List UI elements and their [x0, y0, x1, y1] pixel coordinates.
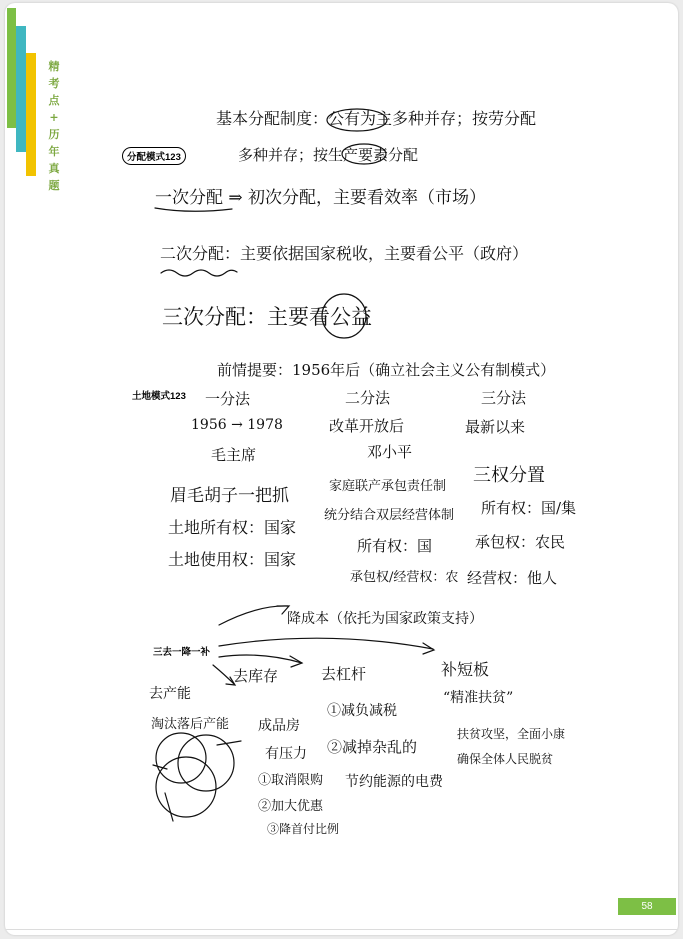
note-background: 前情提要：1956年后（确立社会主义公有制模式） [217, 361, 556, 379]
land-model-label: 土地模式123 [132, 391, 186, 402]
page-number: 58 [618, 898, 676, 915]
col2-d: 承包权/经营权：农 [350, 570, 459, 585]
note-stock-3: ①取消限购 [258, 773, 324, 788]
note-make-up: 补短板 [441, 660, 490, 679]
note-de-capacity: 去产能 [149, 686, 191, 702]
note-lev-2: ②减掉杂乱的 [327, 738, 418, 756]
document-page [5, 3, 678, 935]
col3-head: 三分法 [481, 389, 527, 407]
note-stock-4: ②加大优惠 [258, 799, 324, 814]
col1-b: 土地所有权：国家 [168, 518, 297, 537]
col2-b: 统分结合双层经营体制 [324, 508, 455, 523]
col3-c: 承包权：农民 [475, 533, 566, 551]
note-lev-1: ①减负减税 [327, 703, 397, 719]
note-de-stock: 去库存 [233, 667, 279, 685]
col2-a: 家庭联产承包责任制 [329, 479, 447, 494]
note-stock-2: 有压力 [265, 746, 307, 762]
col1-c: 土地使用权：国家 [168, 550, 297, 569]
col1-year: 1956 → 1978 [191, 417, 283, 433]
col1-who: 毛主席 [211, 446, 257, 464]
note-stock-5: ③降首付比例 [267, 822, 340, 836]
col1-head: 一分法 [205, 390, 251, 408]
bottom-rule [5, 929, 678, 930]
col3-a: 三权分置 [473, 465, 545, 486]
col1-a: 眉毛胡子一把抓 [170, 486, 289, 506]
three-one-label: 三去一降一补 [153, 647, 211, 658]
col2-who: 邓小平 [367, 443, 413, 461]
col3-d: 经营权：他人 [467, 569, 558, 587]
note-second-distribution: 二次分配：主要依据国家税收，主要看公平（政府） [160, 244, 529, 263]
note-first-distribution: 一次分配 ⇒ 初次分配，主要看效率（市场） [155, 188, 487, 208]
col3-b: 所有权：国/集 [481, 499, 577, 517]
note-mk-2: 扶贫攻坚，全面小康 [457, 727, 566, 741]
col2-year: 改革开放后 [329, 417, 405, 435]
note-coexist: 多种并存；按生产要素分配 [238, 146, 419, 164]
col3-year: 最新以来 [465, 418, 526, 436]
col2-c: 所有权：国 [357, 537, 433, 555]
section-title: 精 考 点 + 历 年 真 题 [48, 60, 60, 192]
note-de-leverage: 去杠杆 [321, 665, 367, 683]
note-third-distribution: 三次分配：主要看公益 [162, 305, 372, 329]
handwriting-strokes [5, 3, 678, 935]
note-cap-1: 淘汰落后产能 [151, 717, 230, 732]
note-reduce-cost: 降成本（依托为国家政策支持） [287, 611, 483, 627]
note-mk-1: “精准扶贫” [443, 690, 514, 706]
note-basic-system: 基本分配制度：公有为主多种并存；按劳分配 [216, 109, 537, 128]
note-stock-1: 成品房 [258, 718, 300, 734]
distribution-model-label: 分配模式123 [122, 147, 186, 165]
note-mk-3: 确保全体人民脱贫 [457, 752, 554, 766]
col2-head: 二分法 [345, 389, 391, 407]
note-lev-3: 节约能源的电费 [345, 774, 443, 790]
